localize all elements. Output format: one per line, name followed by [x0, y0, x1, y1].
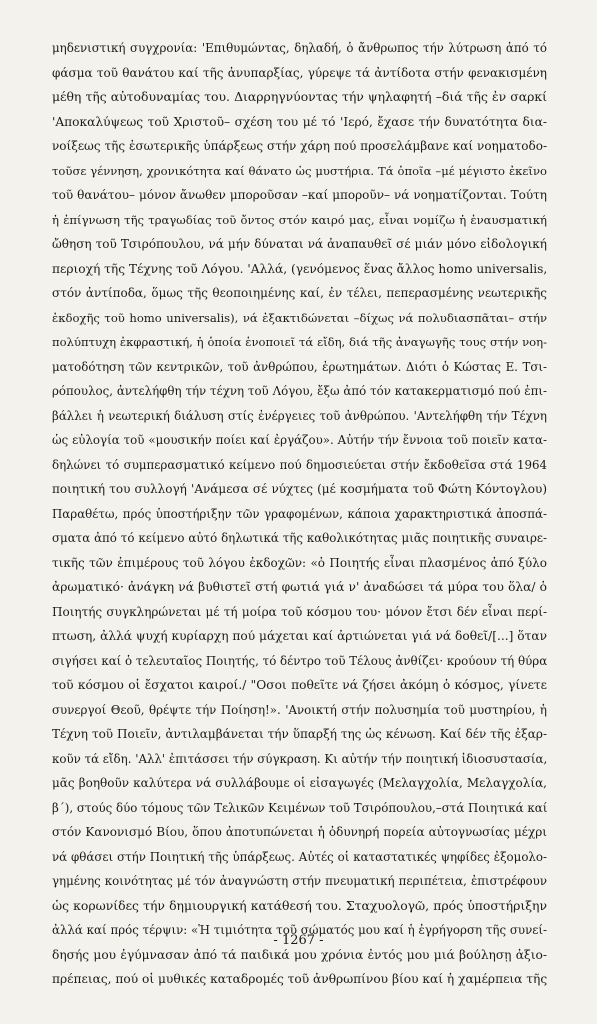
- text-line: σματα ἀπό τό κείμενο αὐτό δηλωτικά τῆς καθολικότητας μιᾶς ποιητικῆς συναιρε-: [52, 531, 547, 545]
- text-line: ἀλλά καί πρός τέρψιν: «Ἡ τιμιότητα τοῦ σώματός μου καί ἡ ἐγρήγορση τῆς συνεί-: [52, 923, 547, 937]
- text-line: τικῆς τῶν ἐπιμέρους τοῦ λόγου ἐκδοχῶν: «ὁ Ποιητής εἶναι πλασμένος ἀπό ξύλο: [52, 555, 547, 570]
- text-line: δησής μου ἐγύμνασαν ἀπό τά παιδικά μου χρόνια ἐντός μου μιά βούλησῃ ἀξιο-: [52, 947, 547, 962]
- text-line: ὡς εὐλογία τοῦ «μουσικήν ποίει καί ἐργάζου». Αὐτήν τήν ἔννοια τοῦ ποιεῖν κατα-: [52, 433, 547, 447]
- text-line: νά φθάσει στήν Ποιητική τῆς ὑπάρξεως. Αὐτές οἱ καταστατικές ψηφίδες ἐξομολο-: [52, 849, 547, 864]
- page-number: - 1267 -: [273, 933, 324, 948]
- text-line: ὡς κορωνίδες τήν δημιουργική κατάθεσή του. Σταχυολογῶ, πρός ὑποστήριξην: [52, 897, 547, 913]
- text-line: β΄), στούς δύο τόμους τῶν Τελικῶν Κειμένων τοῦ Τσιρόπουλου,–στά Ποιητικά καί: [52, 800, 547, 815]
- text-line: πολύπτυχη ἐκφραστική, ἡ ὁποία ἑνοποιεῖ τά εἴδη, διά τῆς ἀναγωγῆς τους στήν νοη-: [52, 335, 547, 349]
- text-line: ἀρωματικό· ἀνάγκη νά βυθιστεῖ στή φωτιά γιά ν' ἀναδώσει τά μύρα του ὅλα/ ὁ: [52, 580, 547, 594]
- text-line: τοῦσε γέννηση, χρονικότητα καί θάνατο ὡς μυστήρια. Τά ὁποῖα –μέ μέγιστο ἐκεῖνο: [52, 163, 547, 178]
- text-line: Παραθέτω, πρός ὑποστήριξην τῶν γραφομένων, κάποια χαρακτηριστικά ἀποσπά-: [52, 506, 547, 521]
- text-line: βάλλει ἡ νεωτερική διάλυση στίς ἐνέργειες τοῦ ἀνθρώπου. 'Αντελήφθη τήν Τέχνη: [52, 408, 547, 423]
- text-line: φάσμα τοῦ θανάτου καί τῆς ἀνυπαρξίας, γύρεψε τά ἀντίδοτα στήν φενακισμένη: [52, 65, 547, 80]
- text-line: ρόπουλος, ἀντελήφθη τήν τέχνη τοῦ Λόγου, ἔξω ἀπό τόν κατακερματισμό πού ἐπι-: [52, 384, 547, 398]
- text-line: στόν Κανονισμό Βίου, ὅπου ἀποτυπώνεται ἡ ὀδυνηρή πορεία αὐτογνωσίας μέχρι: [52, 825, 547, 839]
- text-line: ποιητική του συλλογή 'Ανάμεσα σέ νύχτες (μέ κοσμήματα τοῦ Φώτη Κόντογλου): [52, 482, 547, 496]
- text-line: δηλώνει τό συμπερασματικό κείμενο πού δημοσιεύεται στήν ἔκδοθεῖσα στά 1964: [52, 457, 547, 472]
- text-line: ματοδότηση τῶν κεντρικῶν, τοῦ ἀνθρώπου, ἐρωτημάτων. Διότι ὁ Κώστας Ε. Τσι-: [52, 359, 547, 374]
- text-line: νοίξεως τῆς ἐσωτερικῆς ὑπάρξεως στήν χάρη πού προσελάμβανε καί νοηματοδο-: [52, 139, 547, 153]
- body-text: [52, 36, 547, 992]
- text-line: 'Αποκαλύψεως τοῦ Χριστοῦ– σχέση του μέ τό 'Ιερό, ἔχασε τήν δυνατότητα δια-: [52, 114, 547, 129]
- text-line: ὤθηση τοῦ Τσιρόπουλου, νά μήν δύναται νά ἀναπαυθεῖ σέ μιάν μόνο εἰδολογική: [52, 237, 547, 251]
- text-line: κοῦν τά εἴδη. 'Αλλ' ἐπιτάσσει τήν σύγκραση. Κι αὐτήν τήν ποιητική ἰδιοσυστασία,: [52, 751, 547, 766]
- text-line: γημένης κοινότητας μέ τόν ἀναγνώστη στήν πνευματική περιπέτεια, ἐπιστρέφουν: [52, 874, 547, 888]
- text-line: πτωση, ἀλλά ψυχή κυρίαρχη πού μάχεται καί ἀρτιώνεται γιά νά δοθεῖ/[...] ὅταν: [52, 629, 547, 643]
- text-line: μᾶς βοηθοῦν καλύτερα νά συλλάβουμε οἱ εἰσαγωγές (Μελαγχολία, Μελαγχολία,: [52, 776, 547, 790]
- text-line: μηδενιστική συγχρονία: 'Επιθυμώντας, δηλαδή, ὁ ἄνθρωπος τήν λύτρωση ἀπό τό: [52, 41, 547, 55]
- text-line: Ποιητής συγκληρώνεται μέ τή μοίρα τοῦ κόσμου του· μόνον ἔτσι δέν εἶναι περί-: [52, 604, 547, 619]
- text-line: ἐκδοχῆς τοῦ homo universalis), νά ἐξακτιδώνεται –δίχως νά πολυδιασπᾶται– στήν: [52, 310, 547, 325]
- text-line: σιγήσει καί ὁ τελευταῖος Ποιητής, τό δέντρο τοῦ Τέλους ἀνθίζει· κρούουν τή θύρα: [52, 653, 547, 668]
- text-line: τοῦ κόσμου οἱ ἔσχατοι καιροί./ "Οσοι ποθεῖτε νά ζήσει ἀκόμη ὁ κόσμος, γίνετε: [52, 678, 547, 692]
- text-line: τοῦ θανάτου– μόνον ἄνωθεν μποροῦσαν –καί μποροῦν– νά νοηματίζονται. Τούτη: [52, 188, 547, 202]
- text-line: περιοχή τῆς Τέχνης τοῦ Λόγου. 'Αλλά, (γενόμενος ἕνας ἄλλος homo universalis,: [52, 261, 547, 276]
- text-line: μέθη τῆς αὐτοδυναμίας του. Διαρρηγνύοντας τήν ψηλαφητή –διά τῆς ἐν σαρκί: [52, 89, 547, 104]
- text-line: ἡ ἐπίγνωση τῆς τραγωδίας τοῦ ὄντος στόν καιρό μας, εἶναι νομίζω ἡ ἐναυσματική: [52, 212, 547, 227]
- text-line: πρέπειας, πού οἱ μυθικές καταδρομές τοῦ ἀνθρωπίνου βίου καί ἡ χαμέρπεια τῆς: [52, 972, 547, 986]
- text-line: Τέχνη τοῦ Ποιεῖν, ἀντιλαμβάνεται τήν ὕπαρξή της ὡς κένωση. Καί δέν τῆς ἐξαρ-: [52, 727, 547, 741]
- text-line: στόν ἀντίποδα, ὅμως τῆς θεοποιημένης καί, ἐν τέλει, πεπερασμένης νεωτερικῆς: [52, 286, 547, 300]
- text-line: συνεργοί Θεοῦ, θρέψτε τήν Ποίηση!». 'Ανοικτή στήν πολυσημία τοῦ μυστηρίου, ἡ: [52, 702, 547, 717]
